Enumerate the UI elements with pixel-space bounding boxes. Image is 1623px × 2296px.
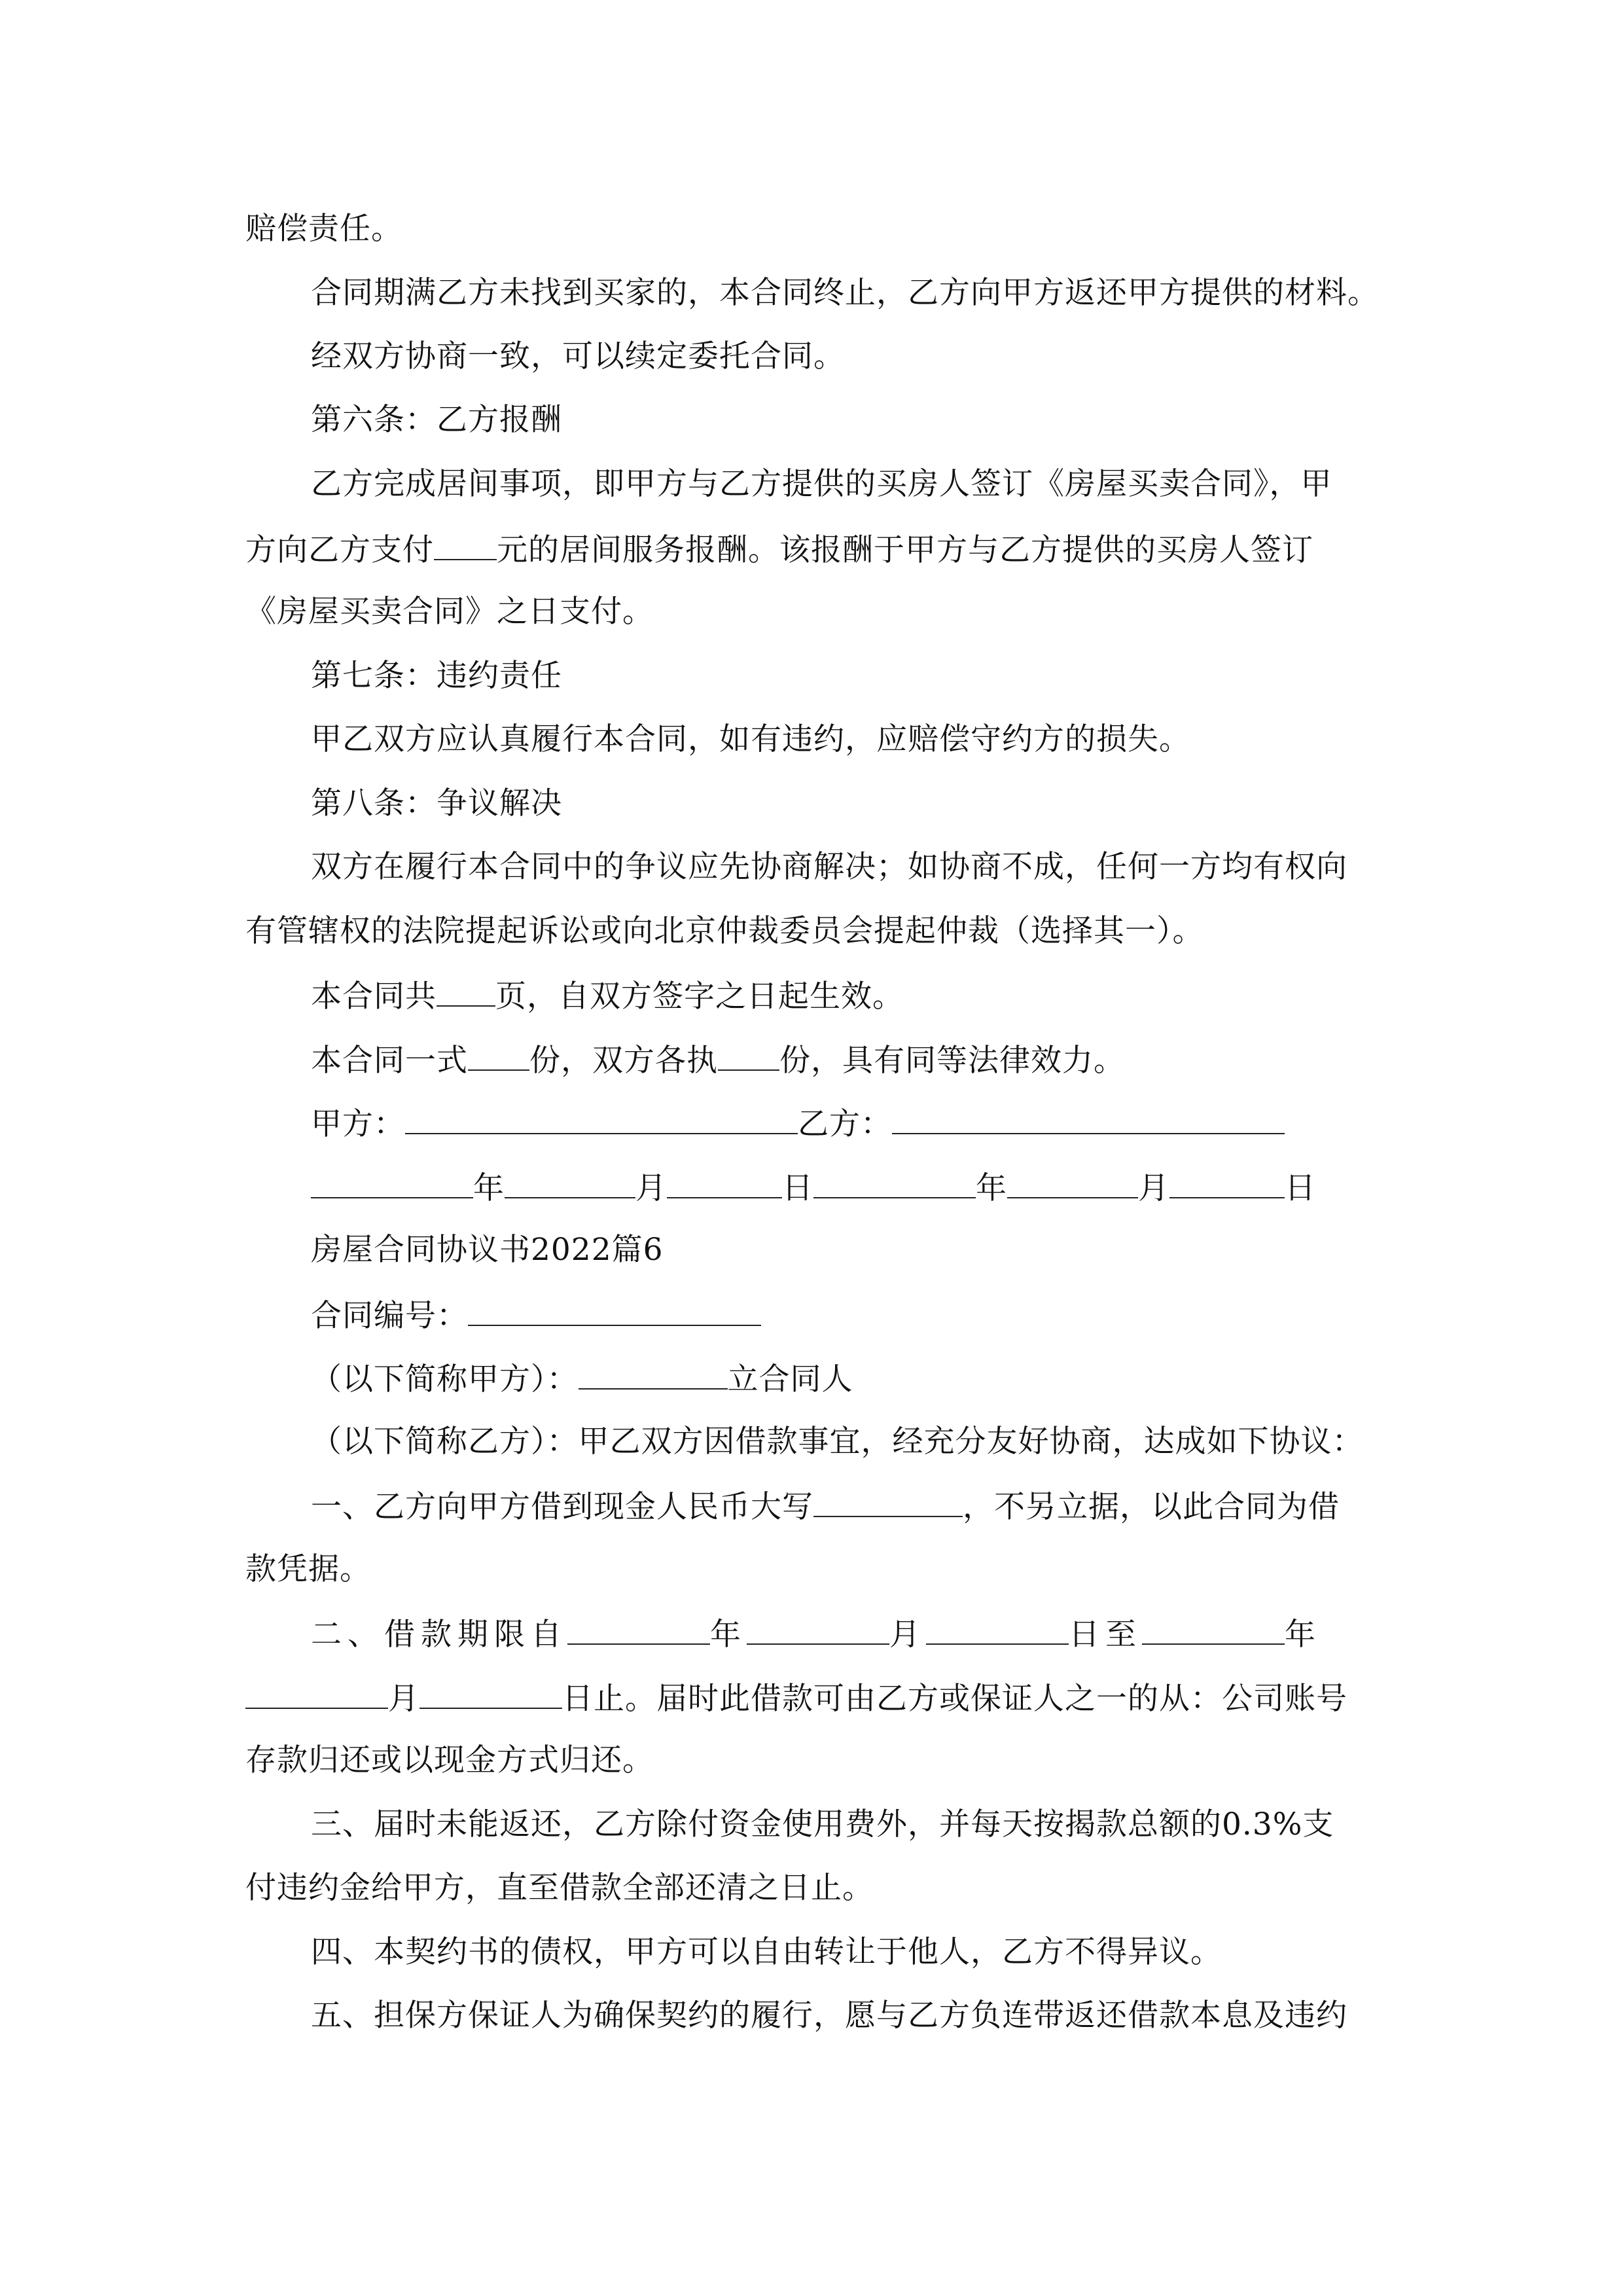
paragraph-line xyxy=(311,1486,1340,1525)
paragraph-line: 双方在履行本合同中的争议应先协商解决；如协商不成，任何一方均有权向 xyxy=(311,849,1347,885)
paragraph-line: 合同期满乙方未找到买家的，本合同终止，乙方向甲方返还甲方提供的材料。 xyxy=(311,275,1379,311)
text-fragment: （以下简称甲方）： xyxy=(311,1361,579,1397)
paragraph-line xyxy=(245,529,1313,568)
paragraph-line: 赔偿责任。 xyxy=(245,211,402,247)
blank-line xyxy=(1169,1167,1285,1198)
date-line xyxy=(311,1167,1316,1206)
day-label: 日 xyxy=(1285,1170,1316,1206)
paragraph-line: 乙方完成居间事项，即甲方与乙方提供的买房人签订《房屋买卖合同》，甲 xyxy=(311,466,1332,502)
paragraph-line: 五、担保方保证人为确保契约的履行，愿与乙方负连带返还借款本息及违约 xyxy=(311,1998,1347,2034)
blank-line xyxy=(667,1167,782,1198)
paragraph-line: 有管辖权的法院提起诉讼或向北京仲裁委员会提起仲裁（选择其一）。 xyxy=(245,913,1204,949)
month-label: 月 xyxy=(388,1681,419,1717)
text-fragment: 页，自双方签字之日起生效。 xyxy=(495,978,904,1014)
paragraph-line: 四、本契约书的债权，甲方可以自由转让于他人，乙方不得异议。 xyxy=(311,1934,1222,1970)
paragraph-line: 付违约金给甲方，直至借款全部还清之日止。 xyxy=(245,1870,874,1906)
blank-line xyxy=(1007,1167,1138,1198)
paragraph-line: （以下简称乙方）：甲乙双方因借款事宜，经充分友好协商，达成如下协议： xyxy=(311,1424,1364,1460)
paragraph-line xyxy=(311,975,904,1014)
contract-number-label: 合同编号： xyxy=(311,1298,468,1334)
blank-line xyxy=(419,1677,562,1709)
text-fragment: 一、乙方向甲方借到现金人民币大写 xyxy=(311,1489,813,1525)
paragraph-line xyxy=(245,1677,1347,1717)
blank-line xyxy=(718,1039,779,1071)
blank-line xyxy=(437,975,495,1007)
blank-line xyxy=(892,1103,1285,1134)
text-fragment: 日止。届时此借款可由乙方或保证人之一的从：公司账号 xyxy=(562,1681,1347,1717)
paragraph-line xyxy=(311,1613,1321,1653)
year-label: 年 xyxy=(473,1170,505,1206)
section-title: 房屋合同协议书2022篇6 xyxy=(311,1232,664,1268)
month-label: 月 xyxy=(889,1617,926,1653)
blank-line xyxy=(926,1613,1069,1645)
article-heading: 第六条：乙方报酬 xyxy=(311,402,562,438)
blank-line xyxy=(434,529,497,560)
article-heading: 第七条：违约责任 xyxy=(311,658,562,694)
text-fragment: 元的居间服务报酬。该报酬于甲方与乙方提供的买房人签订 xyxy=(497,532,1313,568)
blank-line xyxy=(405,1103,798,1134)
party-b-label: 乙方： xyxy=(798,1106,892,1142)
day-label: 日 xyxy=(782,1170,813,1206)
paragraph-line: 存款归还或以现金方式归还。 xyxy=(245,1742,654,1778)
blank-line xyxy=(813,1486,963,1517)
blank-line xyxy=(468,1039,529,1071)
signature-line xyxy=(311,1103,1285,1142)
year-label: 年 xyxy=(976,1170,1007,1206)
text-fragment: 份，具有同等法律效力。 xyxy=(779,1043,1125,1079)
blank-line xyxy=(311,1167,473,1198)
blank-line xyxy=(567,1613,710,1645)
blank-line xyxy=(579,1358,728,1390)
contract-number-line xyxy=(311,1295,761,1334)
text-fragment: 立合同人 xyxy=(727,1361,853,1397)
text-fragment: 份，双方各执 xyxy=(529,1043,718,1079)
paragraph-line: 经双方协商一致，可以续定委托合同。 xyxy=(311,338,845,374)
paragraph-line xyxy=(311,1358,853,1397)
blank-line xyxy=(245,1677,388,1709)
text-fragment: 二、借款期限自 xyxy=(311,1617,567,1653)
blank-line xyxy=(505,1167,635,1198)
text-fragment: 方向乙方支付 xyxy=(245,532,434,568)
text-fragment: 本合同一式 xyxy=(311,1043,468,1079)
blank-line xyxy=(468,1295,761,1326)
day-label: 日 xyxy=(1069,1617,1105,1653)
blank-line xyxy=(747,1613,889,1645)
month-label: 月 xyxy=(635,1170,667,1206)
paragraph-line: 甲乙双方应认真履行本合同，如有违约，应赔偿守约方的损失。 xyxy=(311,721,1190,757)
year-label: 年 xyxy=(710,1617,747,1653)
blank-line xyxy=(813,1167,976,1198)
text-fragment: 至 xyxy=(1105,1617,1142,1653)
blank-line xyxy=(1142,1613,1285,1645)
month-label: 月 xyxy=(1138,1170,1169,1206)
party-a-label: 甲方： xyxy=(311,1106,405,1142)
paragraph-line xyxy=(311,1039,1125,1079)
paragraph-line: 款凭据。 xyxy=(245,1551,371,1587)
text-fragment: ，不另立据，以此合同为借 xyxy=(963,1489,1340,1525)
paragraph-line: 三、届时未能返还，乙方除付资金使用费外，并每天按揭款总额的0.3%支 xyxy=(311,1806,1334,1842)
year-label: 年 xyxy=(1285,1617,1321,1653)
text-fragment: 本合同共 xyxy=(311,978,437,1014)
article-heading: 第八条：争议解决 xyxy=(311,785,562,821)
paragraph-line: 《房屋买卖合同》之日支付。 xyxy=(245,594,654,630)
